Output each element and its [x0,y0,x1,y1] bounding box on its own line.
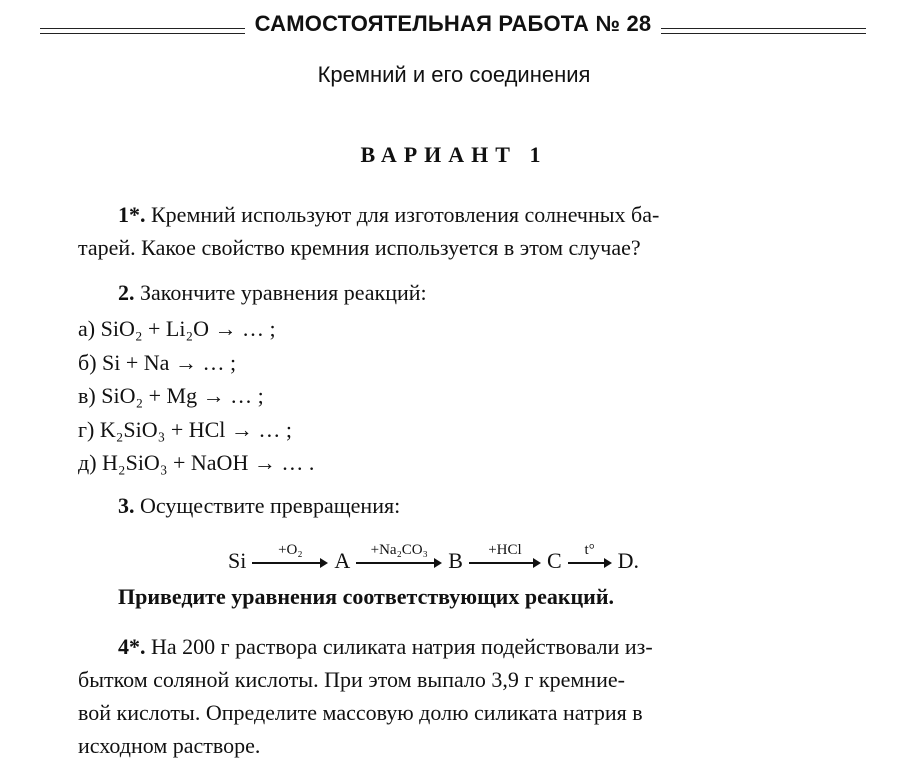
chain-condition-3: +HCl [488,542,522,558]
header-rule-right [661,28,866,34]
chain-condition-1: +O₂ [278,542,303,558]
reaction-a [78,312,314,346]
reaction-d [78,413,314,447]
arrow-icon [568,558,612,568]
task-1-line-2: тарей. Какое свойство кремния используется в этом случае? [78,235,641,260]
variant-heading: ВАРИАНТ 1 [360,142,548,167]
arrow-icon [356,558,442,568]
task-1-text-1: Кремний используют для изготовления солнечных ба- [151,202,660,227]
chain-species-si: Si [228,548,247,573]
reaction-equation: Si + Na → … ; [102,349,237,375]
header-rule-left [40,28,245,34]
chain-species-d: D. [617,548,640,573]
reaction-b [78,346,314,380]
task-1-number: 1*. [118,202,146,227]
chain-condition-4: t° [584,542,595,558]
reaction-label: а) [78,316,96,341]
task-3-instruction: Приведите уравнения соответствующих реакций. [118,584,615,609]
reaction-equation: SiO₂ + Li₂O → … ; [100,316,276,341]
task-1 [78,198,836,264]
task-2-heading [118,280,427,306]
transformation-chain [228,530,748,578]
task-4-line-1 [78,630,836,663]
reaction-e [78,446,314,480]
chain-condition-2: +Na₂CO₃ [370,542,428,558]
chain-arrow-4 [568,542,612,578]
reaction-label: в) [78,383,96,408]
task-2-text: Закончите уравнения реакций: [140,280,427,305]
task-4-line-3: вой кислоты. Определите массовую долю силиката натрия в [78,700,643,725]
chain-arrow-1 [252,542,328,578]
task-2-number: 2. [118,280,135,305]
chain-species-c: C [546,548,562,573]
reaction-equation: H₂SiO₃ + NaOH → … . [102,450,315,475]
reaction-equation: SiO₂ + Mg → … ; [101,383,264,408]
chain-species-b: B [448,548,463,573]
arrow-icon [469,558,541,568]
task-4 [78,630,836,762]
task-3-number: 3. [118,493,135,518]
reaction-label: б) [78,349,97,375]
page-title: САМОСТОЯТЕЛЬНАЯ РАБОТА № 28 [254,11,652,36]
header [40,6,866,42]
task-4-number: 4*. [118,634,146,659]
reaction-label: д) [78,450,97,475]
task-4-text-1: На 200 г раствора силиката натрия подействовали из- [151,634,653,659]
chain-arrow-2 [356,542,442,578]
task-4-line-4: исходном растворе. [78,733,261,758]
reaction-c [78,379,314,413]
task-2-reactions [78,312,314,480]
reaction-label: г) [78,416,95,442]
task-3-heading [118,493,400,519]
task-3-text: Осуществите превращения: [140,493,401,518]
topic-subtitle: Кремний и его соединения [317,62,591,87]
arrow-icon [252,558,328,568]
chain-arrow-3 [469,542,541,578]
task-4-line-2: бытком соляной кислоты. При этом выпало 3,9 г кремние- [78,667,625,692]
chain-species-a: A [334,548,351,573]
reaction-equation: K₂SiO₃ + HCl → … ; [99,416,293,442]
task-1-line-1 [78,198,836,231]
